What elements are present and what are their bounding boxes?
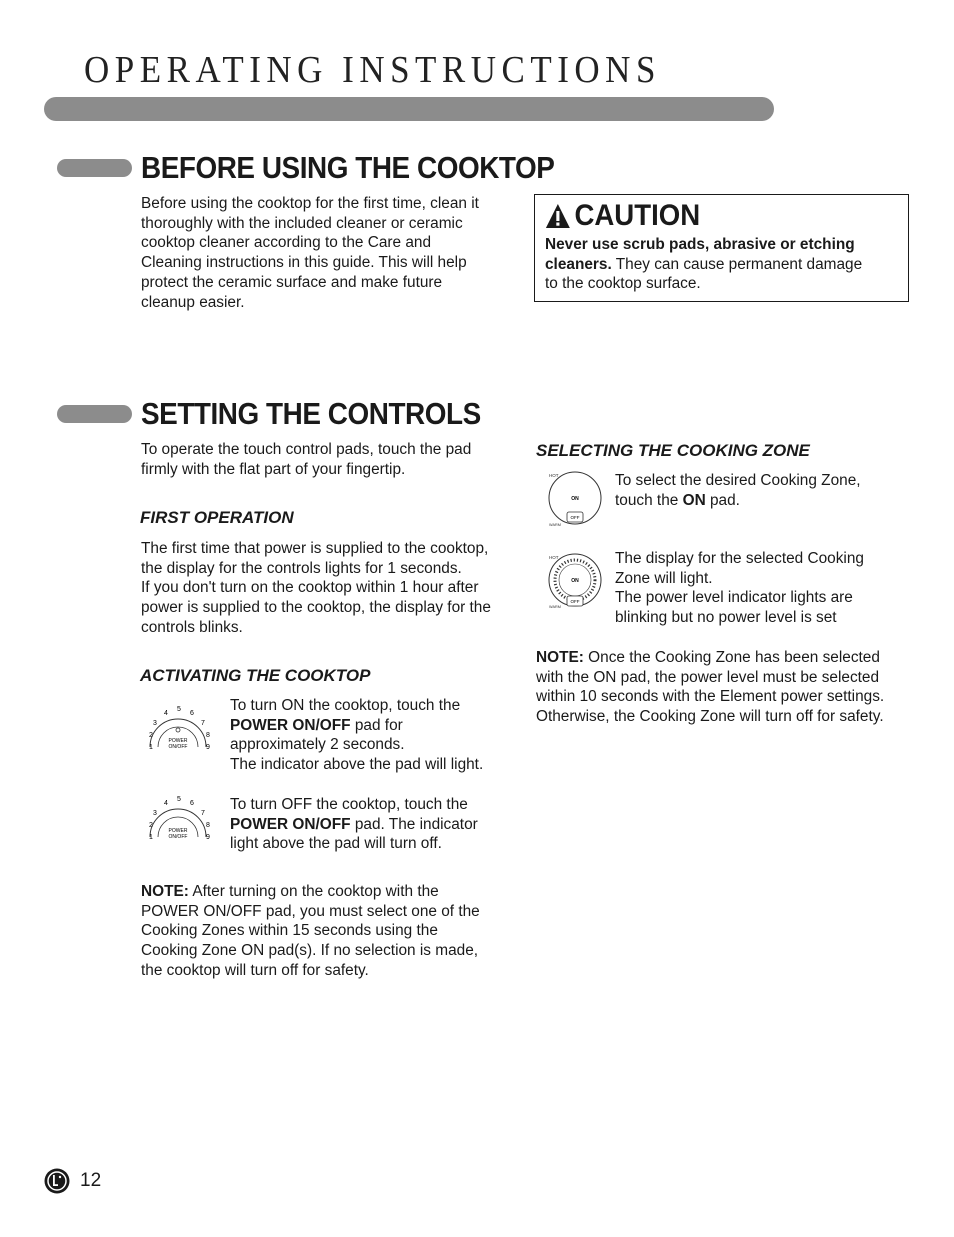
dial-number: 2 [149, 822, 153, 829]
text-line: Zone will light. [615, 569, 713, 587]
caution-label: CAUTION [574, 199, 701, 232]
page-title: OPERATING INSTRUCTIONS [84, 49, 661, 91]
text-line [545, 235, 900, 255]
caution-box [534, 194, 909, 302]
text-line: The first time that power is supplied to the cooktop, [141, 540, 489, 557]
dial-label: ON/OFF [168, 834, 188, 840]
zone-label-off: OFF [570, 599, 580, 604]
dial-number: 3 [153, 810, 157, 817]
text-line: To turn OFF the cooktop, touch the [230, 796, 468, 813]
dial-number: 4 [164, 710, 168, 717]
dial-number: 2 [149, 732, 153, 739]
text-line: blinking but no power level is set [615, 609, 837, 627]
text-line: Cleaning instructions in this guide. This will help [141, 254, 467, 272]
bold-term: POWER ON/OFF [230, 716, 351, 734]
note-label: NOTE: [141, 883, 189, 900]
zone-label-off: OFF [570, 515, 580, 520]
activating-note [141, 882, 526, 981]
text-line: within 10 seconds with the Element power settings. [536, 688, 885, 706]
dial-number: 7 [201, 810, 205, 817]
text-run: touch the [615, 491, 683, 509]
text-line: Otherwise, the Cooking Zone will turn off for safety. [536, 708, 884, 726]
power-dial-off-diagram [140, 790, 216, 846]
text-line [536, 648, 936, 668]
first-operation-heading: FIRST OPERATION [140, 508, 294, 527]
text-line: light above the pad will turn off. [230, 835, 442, 853]
before-paragraph [141, 194, 521, 312]
text-line: thoroughly with the included cleaner or ceramic [141, 214, 463, 232]
text-line: approximately 2 seconds. [230, 736, 405, 754]
text-line: Before using the cooktop for the first time, clean it [141, 195, 479, 212]
text-line: Cooking Zone ON pad(s). If no selection is made, [141, 942, 479, 960]
selecting-heading: SELECTING THE COOKING ZONE [536, 441, 810, 460]
text-line [545, 255, 900, 275]
caution-bold: Never use scrub pads, abrasive or etching [545, 236, 855, 253]
text-line: If you don't turn on the cooktop within 1 hour after [141, 579, 479, 597]
text-run: pad. The indicator [350, 815, 478, 833]
text-line: The power level indicator lights are [615, 589, 853, 607]
text-run: Once the Cooking Zone has been selected [583, 649, 880, 666]
text-line: cleanup easier. [141, 293, 245, 311]
selecting-text-b [615, 549, 905, 628]
text-line: the display for the controls lights for 1 seconds. [141, 559, 462, 577]
selecting-text-a [615, 471, 905, 510]
caution-text [545, 235, 900, 294]
section-heading-before: BEFORE USING THE COOKTOP [141, 150, 555, 185]
text-line: controls blinks. [141, 618, 243, 636]
text-line: firmly with the flat part of your fingertip. [141, 460, 406, 478]
activating-on-text [230, 696, 520, 775]
dial-number: 1 [149, 744, 153, 751]
zone-label-warm: WARM [549, 605, 561, 609]
text-line: with the ON pad, the power level must be selected [536, 668, 880, 686]
page-number: 12 [80, 1170, 102, 1191]
selecting-note [536, 648, 936, 727]
section-pill [57, 405, 132, 423]
text-run: pad. [705, 491, 740, 509]
text-line: to the cooktop surface. [545, 275, 701, 293]
title-bar [44, 97, 774, 121]
activating-heading: ACTIVATING THE COOKTOP [140, 666, 371, 685]
text-line: To select the desired Cooking Zone, [615, 472, 861, 489]
text-line [615, 491, 905, 511]
section-heading-controls: SETTING THE CONTROLS [141, 396, 481, 431]
dial-number: 9 [206, 744, 210, 751]
dial-label: ON/OFF [168, 744, 188, 750]
text-line: Cooking Zones within 15 seconds using the [141, 922, 438, 940]
activating-off-text [230, 795, 520, 854]
zone-label-on: ON [571, 578, 579, 584]
text-line: The indicator above the pad will light. [230, 756, 484, 774]
dial-number: 5 [177, 706, 181, 713]
text-line: To operate the touch control pads, touch the pad [141, 441, 472, 458]
first-operation-text [141, 539, 526, 638]
text-line: protect the ceramic surface and make future [141, 273, 443, 291]
caution-title [545, 199, 700, 233]
warning-icon [545, 203, 571, 229]
dial-label: POWER [168, 738, 188, 744]
bold-term: ON [682, 491, 706, 509]
section-pill [57, 159, 132, 177]
dial-number: 8 [206, 732, 210, 739]
text-line: cooktop cleaner according to the Care and [141, 234, 432, 252]
caution-rest: They can cause permanent damage [611, 255, 863, 273]
text-line: POWER ON/OFF pad, you must select one of the [141, 902, 480, 920]
zone-label-hot: HOT [549, 473, 559, 478]
bold-term: POWER ON/OFF [230, 815, 351, 833]
dial-number: 3 [153, 720, 157, 727]
text-line [230, 716, 520, 736]
text-line: the cooktop will turn off for safety. [141, 961, 369, 979]
text-run: pad for [350, 716, 403, 734]
zone-label-warm: WARM [549, 523, 561, 527]
caution-bold: cleaners. [545, 255, 612, 273]
cooking-zone-dial-lit-diagram [545, 552, 605, 612]
controls-intro [141, 440, 521, 479]
dial-number: 7 [201, 720, 205, 727]
dial-number: 6 [190, 710, 194, 717]
text-line [141, 882, 526, 902]
text-line [230, 815, 520, 835]
cooking-zone-dial-diagram [545, 470, 605, 530]
note-label: NOTE: [536, 649, 584, 666]
zone-label-on: ON [571, 496, 579, 502]
text-line: power is supplied to the cooktop, the display for the [141, 599, 491, 617]
text-run: After turning on the cooktop with the [188, 883, 439, 900]
dial-number: 8 [206, 822, 210, 829]
lg-logo-icon [44, 1168, 70, 1194]
dial-number: 4 [164, 800, 168, 807]
dial-number: 5 [177, 796, 181, 803]
zone-label-hot: HOT [549, 555, 559, 560]
power-dial-on-diagram [140, 700, 216, 756]
dial-number: 6 [190, 800, 194, 807]
indicator-light [176, 728, 180, 732]
dial-number: 1 [149, 834, 153, 841]
dial-number: 9 [206, 834, 210, 841]
text-line: The display for the selected Cooking [615, 550, 864, 567]
text-line: To turn ON the cooktop, touch the [230, 697, 461, 714]
dial-label: POWER [168, 828, 188, 834]
